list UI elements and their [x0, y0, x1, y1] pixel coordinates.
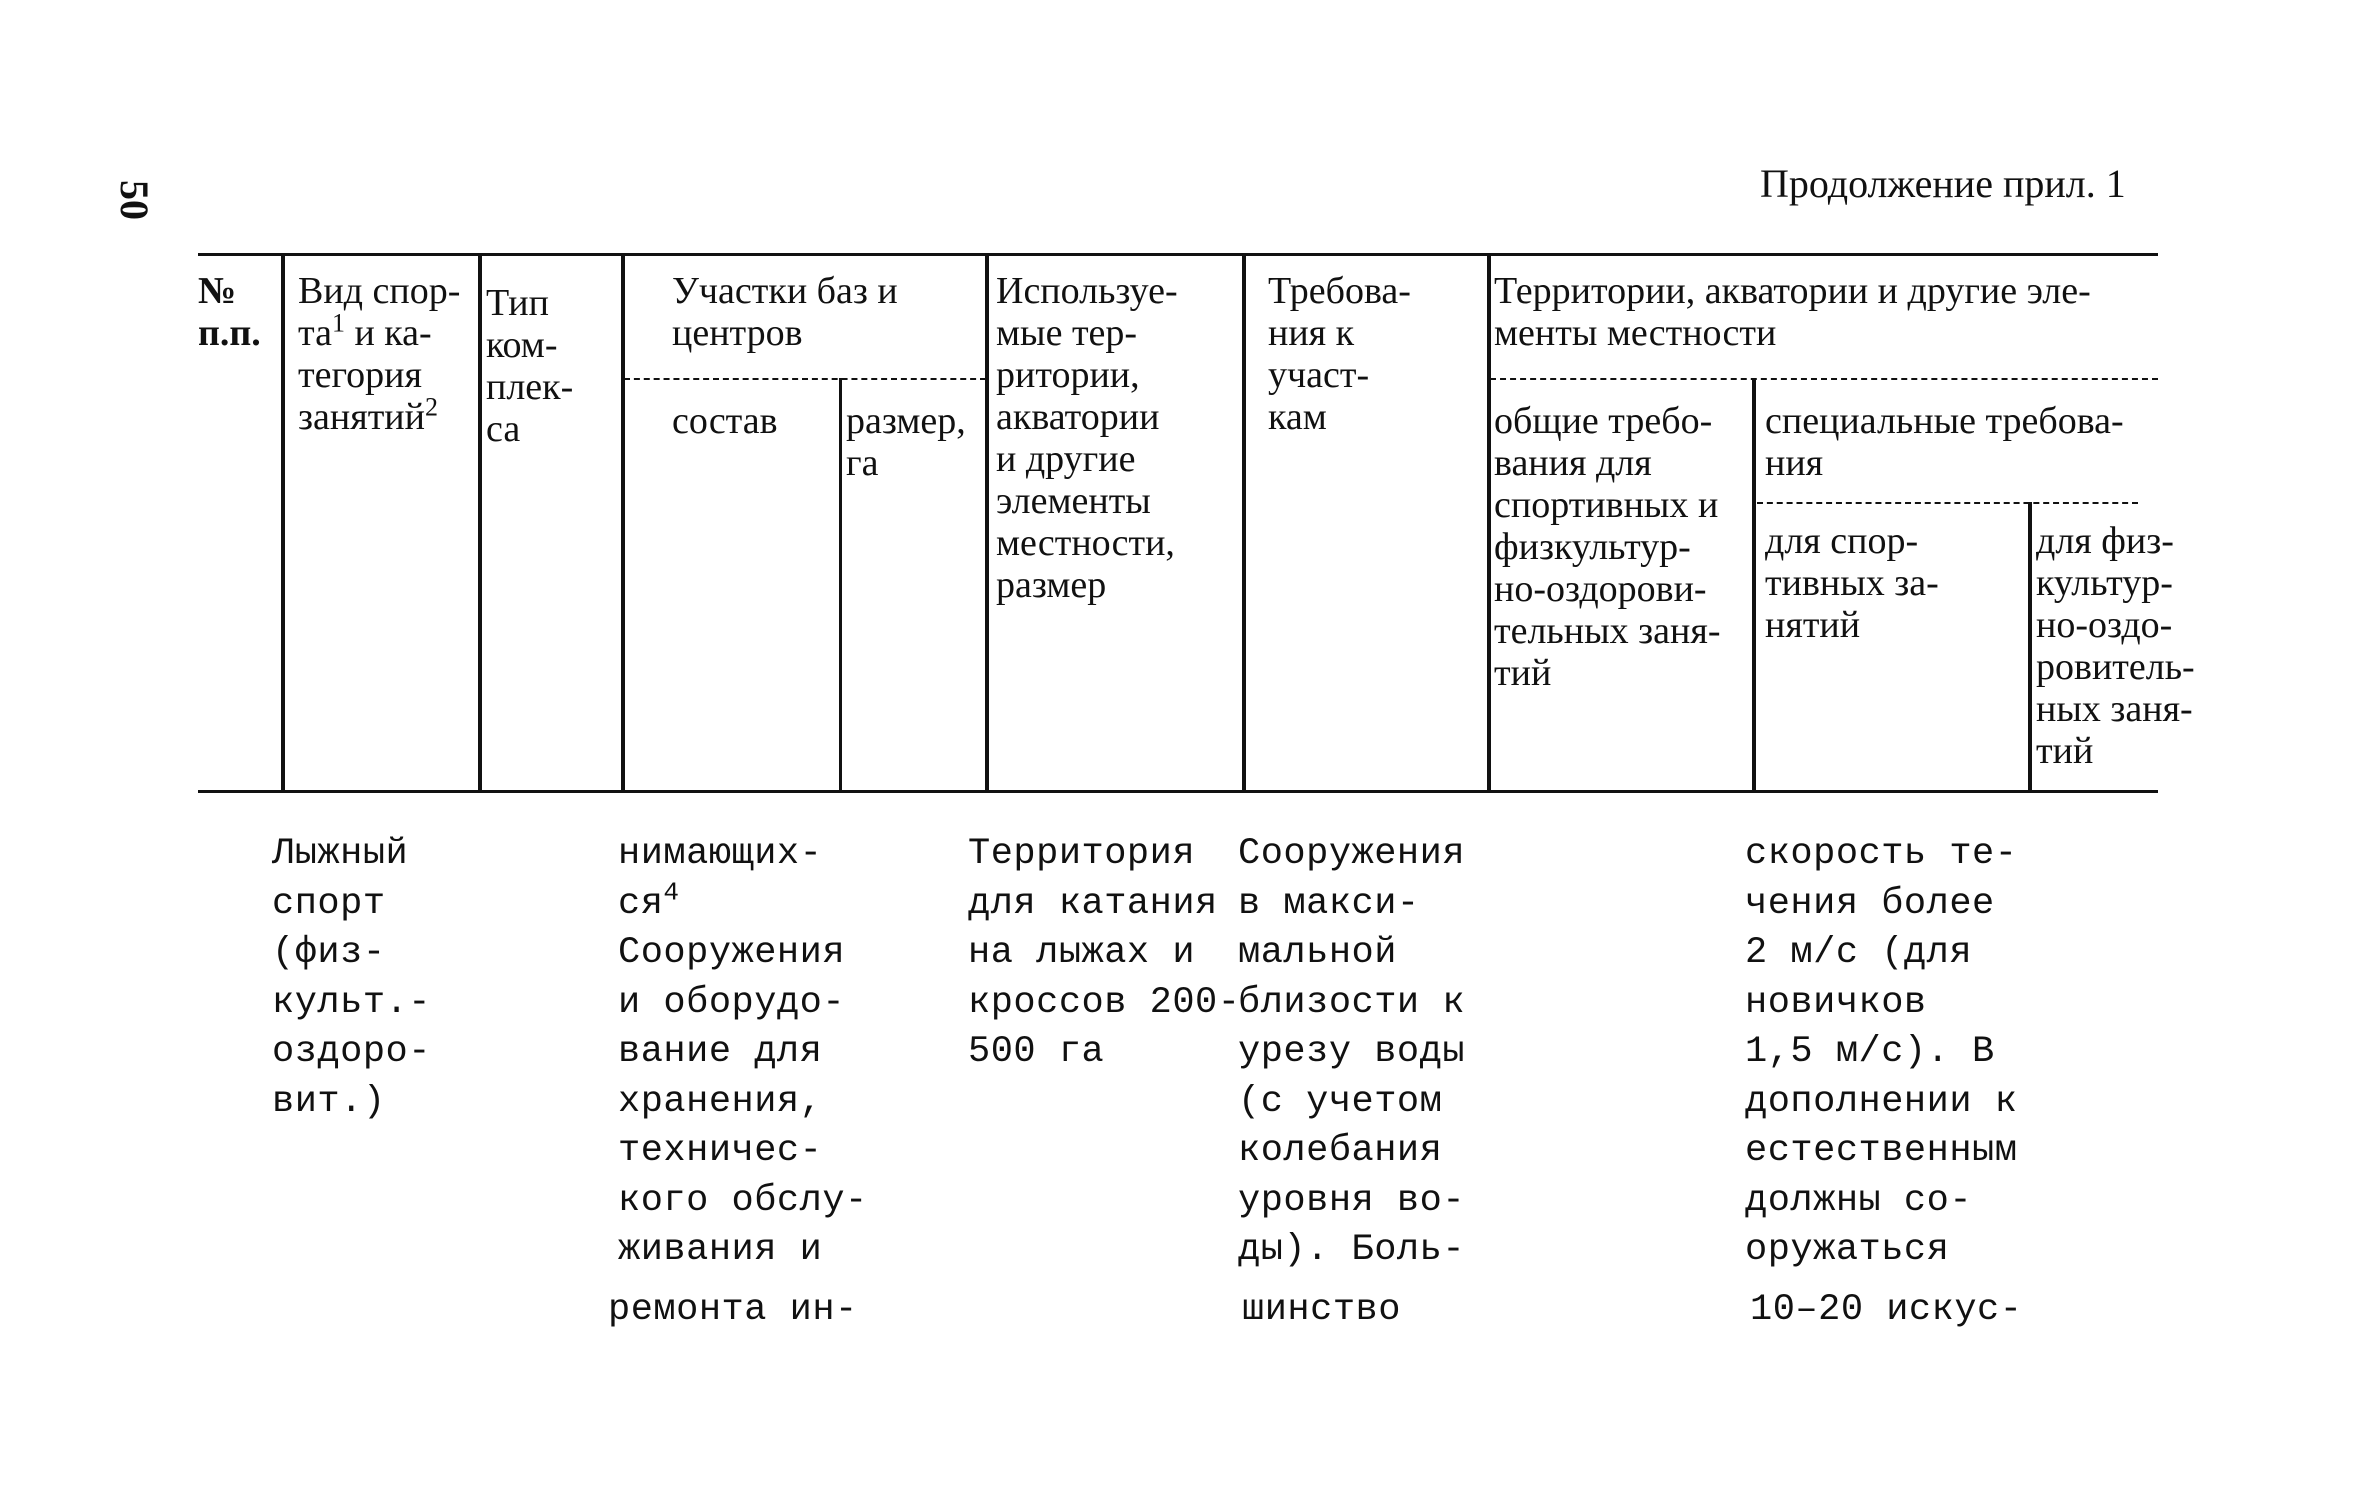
- header-requirements: Требова- ния к участ- кам: [1268, 270, 1411, 438]
- header-complex-type: Тип ком- плек- са: [486, 282, 574, 450]
- cell-used-territory: Территория для катания на лыжах и кроссов 200- 500 га: [968, 833, 1241, 1073]
- cell-special-sport: скорость те- чения более 2 м/с (для новичков 1,5 м/с). В дополнении к естественным должны со- оружаться: [1745, 833, 2018, 1271]
- col-divider-9: [2028, 502, 2032, 790]
- cell-requirements: Сооружения в макси- мальной близости к урезу воды (с учетом колебания уровня во- ды). Боль-: [1238, 833, 1466, 1271]
- territories-subrule: [1490, 378, 2158, 380]
- special-subrule: [1757, 502, 2138, 504]
- table-bottom-rule: [198, 790, 2158, 793]
- header-special-health: для физ- культур- но-оздо- ровитель- ных заня- тий: [2036, 520, 2195, 772]
- header-sport-category: Вид спор- $та^1$ и ка- тегория занятий$^2$: [298, 270, 461, 438]
- header-used-territories: Используе- мые тер- ритории, акватории и другие элементы местности, размер: [996, 270, 1178, 606]
- col-divider-4: [839, 378, 842, 790]
- header-number: № п.п.: [198, 270, 261, 354]
- header-sites: Участки баз и центров: [672, 270, 898, 354]
- cell-sport: Лыжный спорт (физ- культ.- оздоро- вит.): [272, 833, 431, 1123]
- continuation-caption: Продолжение прил. 1: [1760, 161, 2126, 206]
- col-divider-8: [1752, 378, 1756, 790]
- col-divider-3: [621, 253, 625, 790]
- col-divider-5: [985, 253, 989, 790]
- sites-subrule: [624, 378, 986, 380]
- col-divider-7: [1487, 253, 1491, 790]
- header-special-sport: для спор- тивных за- нятий: [1765, 520, 1939, 646]
- cell-composition: нимающих- $ся^4$ Сооружения и оборудо- вание для хранения, техничес- кого обслу- живания и: [618, 833, 868, 1271]
- cell-special-sport-continued: 10–20 искус-: [1750, 1289, 2023, 1331]
- page-number: 50: [112, 180, 157, 220]
- cell-requirements-continued: шинство: [1242, 1289, 1401, 1331]
- header-sites-size: размер, га: [846, 400, 966, 484]
- header-sites-composition: состав: [672, 400, 778, 442]
- header-territories: Территории, акватории и другие эле- менты местности: [1494, 270, 2091, 354]
- col-divider-6: [1242, 253, 1246, 790]
- table-top-rule: [198, 253, 2158, 256]
- col-divider-1: [281, 253, 285, 790]
- header-general-requirements: общие требо- вания для спортивных и физкультур- но-оздорови- тельных заня- тий: [1494, 400, 1721, 694]
- col-divider-2: [478, 253, 482, 790]
- header-special-requirements: специальные требова- ния: [1765, 400, 2124, 484]
- cell-composition-continued: ремонта ин-: [608, 1289, 858, 1331]
